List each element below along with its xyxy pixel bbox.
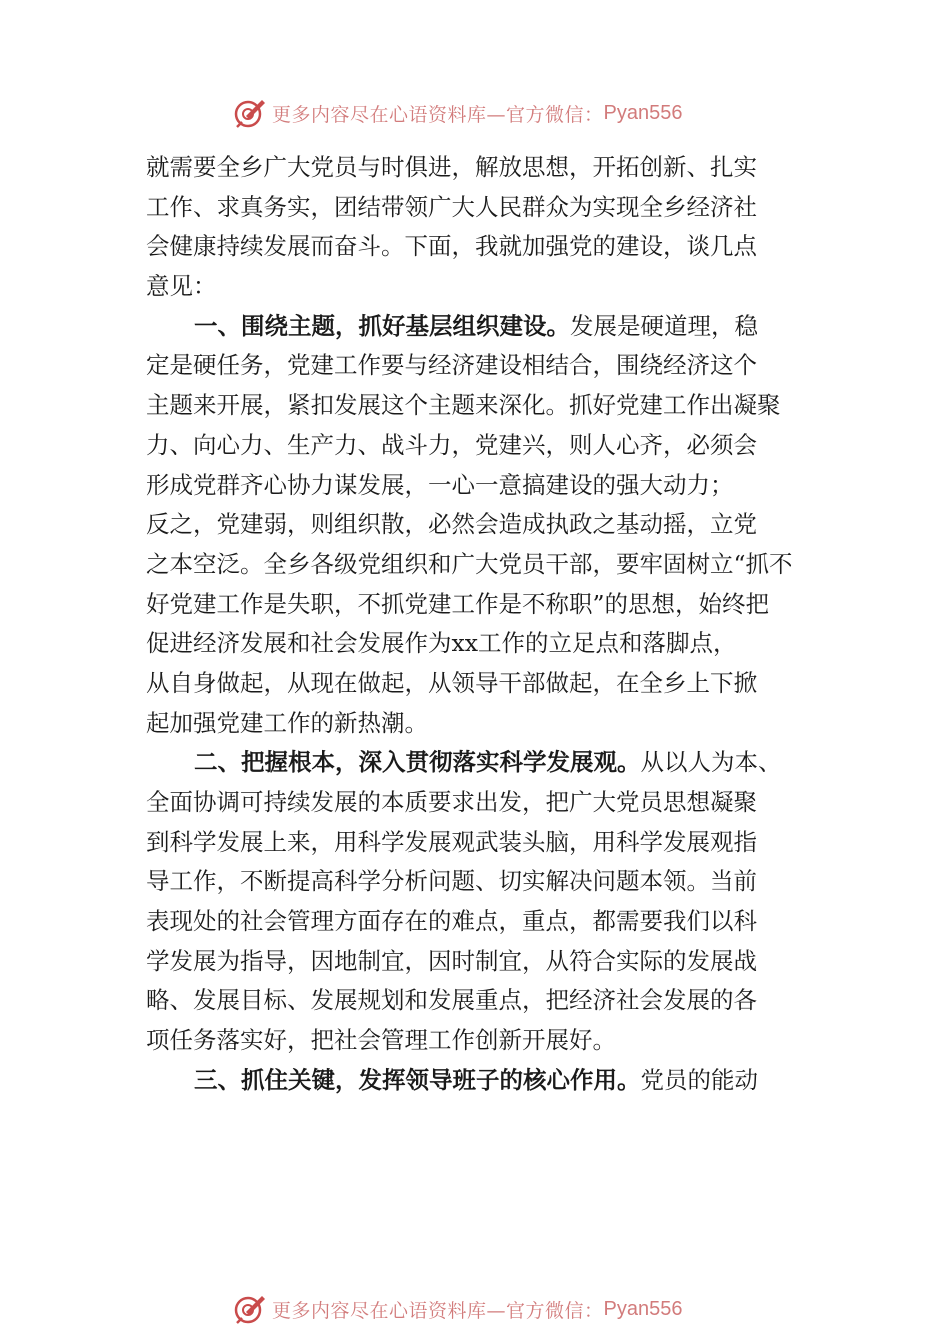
section-heading-line: 二、把握根本，深入贯彻落实科学发展观。从以人为本、 [194, 748, 782, 777]
text-line: 学发展为指导，因地制宜，因时制宜，从符合实际的发展战 [146, 946, 757, 975]
text-line: 会健康持续发展而奋斗。下面，我就加强党的建设，谈几点 [146, 232, 757, 261]
text-line: 略、发展目标、发展规划和发展重点，把经济社会发展的各 [146, 986, 757, 1015]
text-line: 到科学发展上来，用科学发展观武装头脑，用科学发展观指 [146, 827, 757, 856]
section-heading-1: 一、围绕主题，抓好基层组织建设。 [194, 311, 570, 340]
text-line: 表现处的社会管理方面存在的难点，重点，都需要我们以科 [146, 907, 757, 936]
text-line: 从自身做起，从现在做起，从领导干部做起，在全乡上下掀 [146, 668, 757, 697]
text-line: 导工作，不断提高科学分析问题、切实解决问题本领。当前 [146, 867, 757, 896]
watermark-text: 更多内容尽在心语资料库—官方微信： [272, 1299, 604, 1322]
watermark-id: Pyan556 [603, 101, 683, 124]
document-body [146, 148, 826, 1101]
section-heading-2: 二、把握根本，深入贯彻落实科学发展观。 [194, 748, 641, 777]
text-line: 促进经济发展和社会发展作为xx工作的立足点和落脚点， [146, 629, 737, 658]
text-line: 定是硬任务，党建工作要与经济建设相结合，围绕经济这个 [146, 351, 757, 380]
text-line: 工作、求真务实，团结带领广大人民群众为实现全乡经济社 [146, 192, 757, 221]
text-line: 全面协调可持续发展的本质要求出发，把广大党员思想凝聚 [146, 788, 757, 816]
watermark-id: Pyan556 [603, 1297, 683, 1320]
text-line: 意见： [146, 272, 217, 301]
text-line: 反之，党建弱，则组织散，必然会造成执政之基动摇，立党 [146, 510, 757, 539]
pen-nib-icon [232, 1292, 268, 1326]
text-line: 好党建工作是失职，不抓党建工作是不称职”的思想，始终把 [146, 589, 770, 618]
text-line: 力、向心力、生产力、战斗力，党建兴，则人心齐，必须会 [146, 430, 757, 459]
text-line: 之本空泛。全乡各级党组织和广大党员干部，要牢固树立“抓不 [146, 549, 793, 578]
section-heading-3: 三、抓住关键，发挥领导班子的核心作用。 [194, 1065, 641, 1094]
section-heading-line: 一、围绕主题，抓好基层组织建设。发展是硬道理，稳 [194, 311, 758, 340]
footer-watermark [232, 1292, 682, 1326]
text-line: 起加强党建工作的新热潮。 [146, 708, 428, 737]
text-line: 项任务落实好，把社会管理工作创新开展好。 [146, 1026, 616, 1055]
watermark-text: 更多内容尽在心语资料库—官方微信： [272, 103, 604, 126]
header-watermark [232, 96, 682, 130]
text-line: 就需要全乡广大党员与时俱进，解放思想，开拓创新、扎实 [146, 153, 757, 181]
pen-nib-icon [232, 96, 268, 130]
text-line: 形成党群齐心协力谋发展，一心一意搞建设的强大动力； [146, 470, 734, 499]
section-heading-line: 三、抓住关键，发挥领导班子的核心作用。党员的能动 [194, 1065, 758, 1094]
text-line: 主题来开展，紧扣发展这个主题来深化。抓好党建工作出凝聚 [146, 391, 781, 420]
